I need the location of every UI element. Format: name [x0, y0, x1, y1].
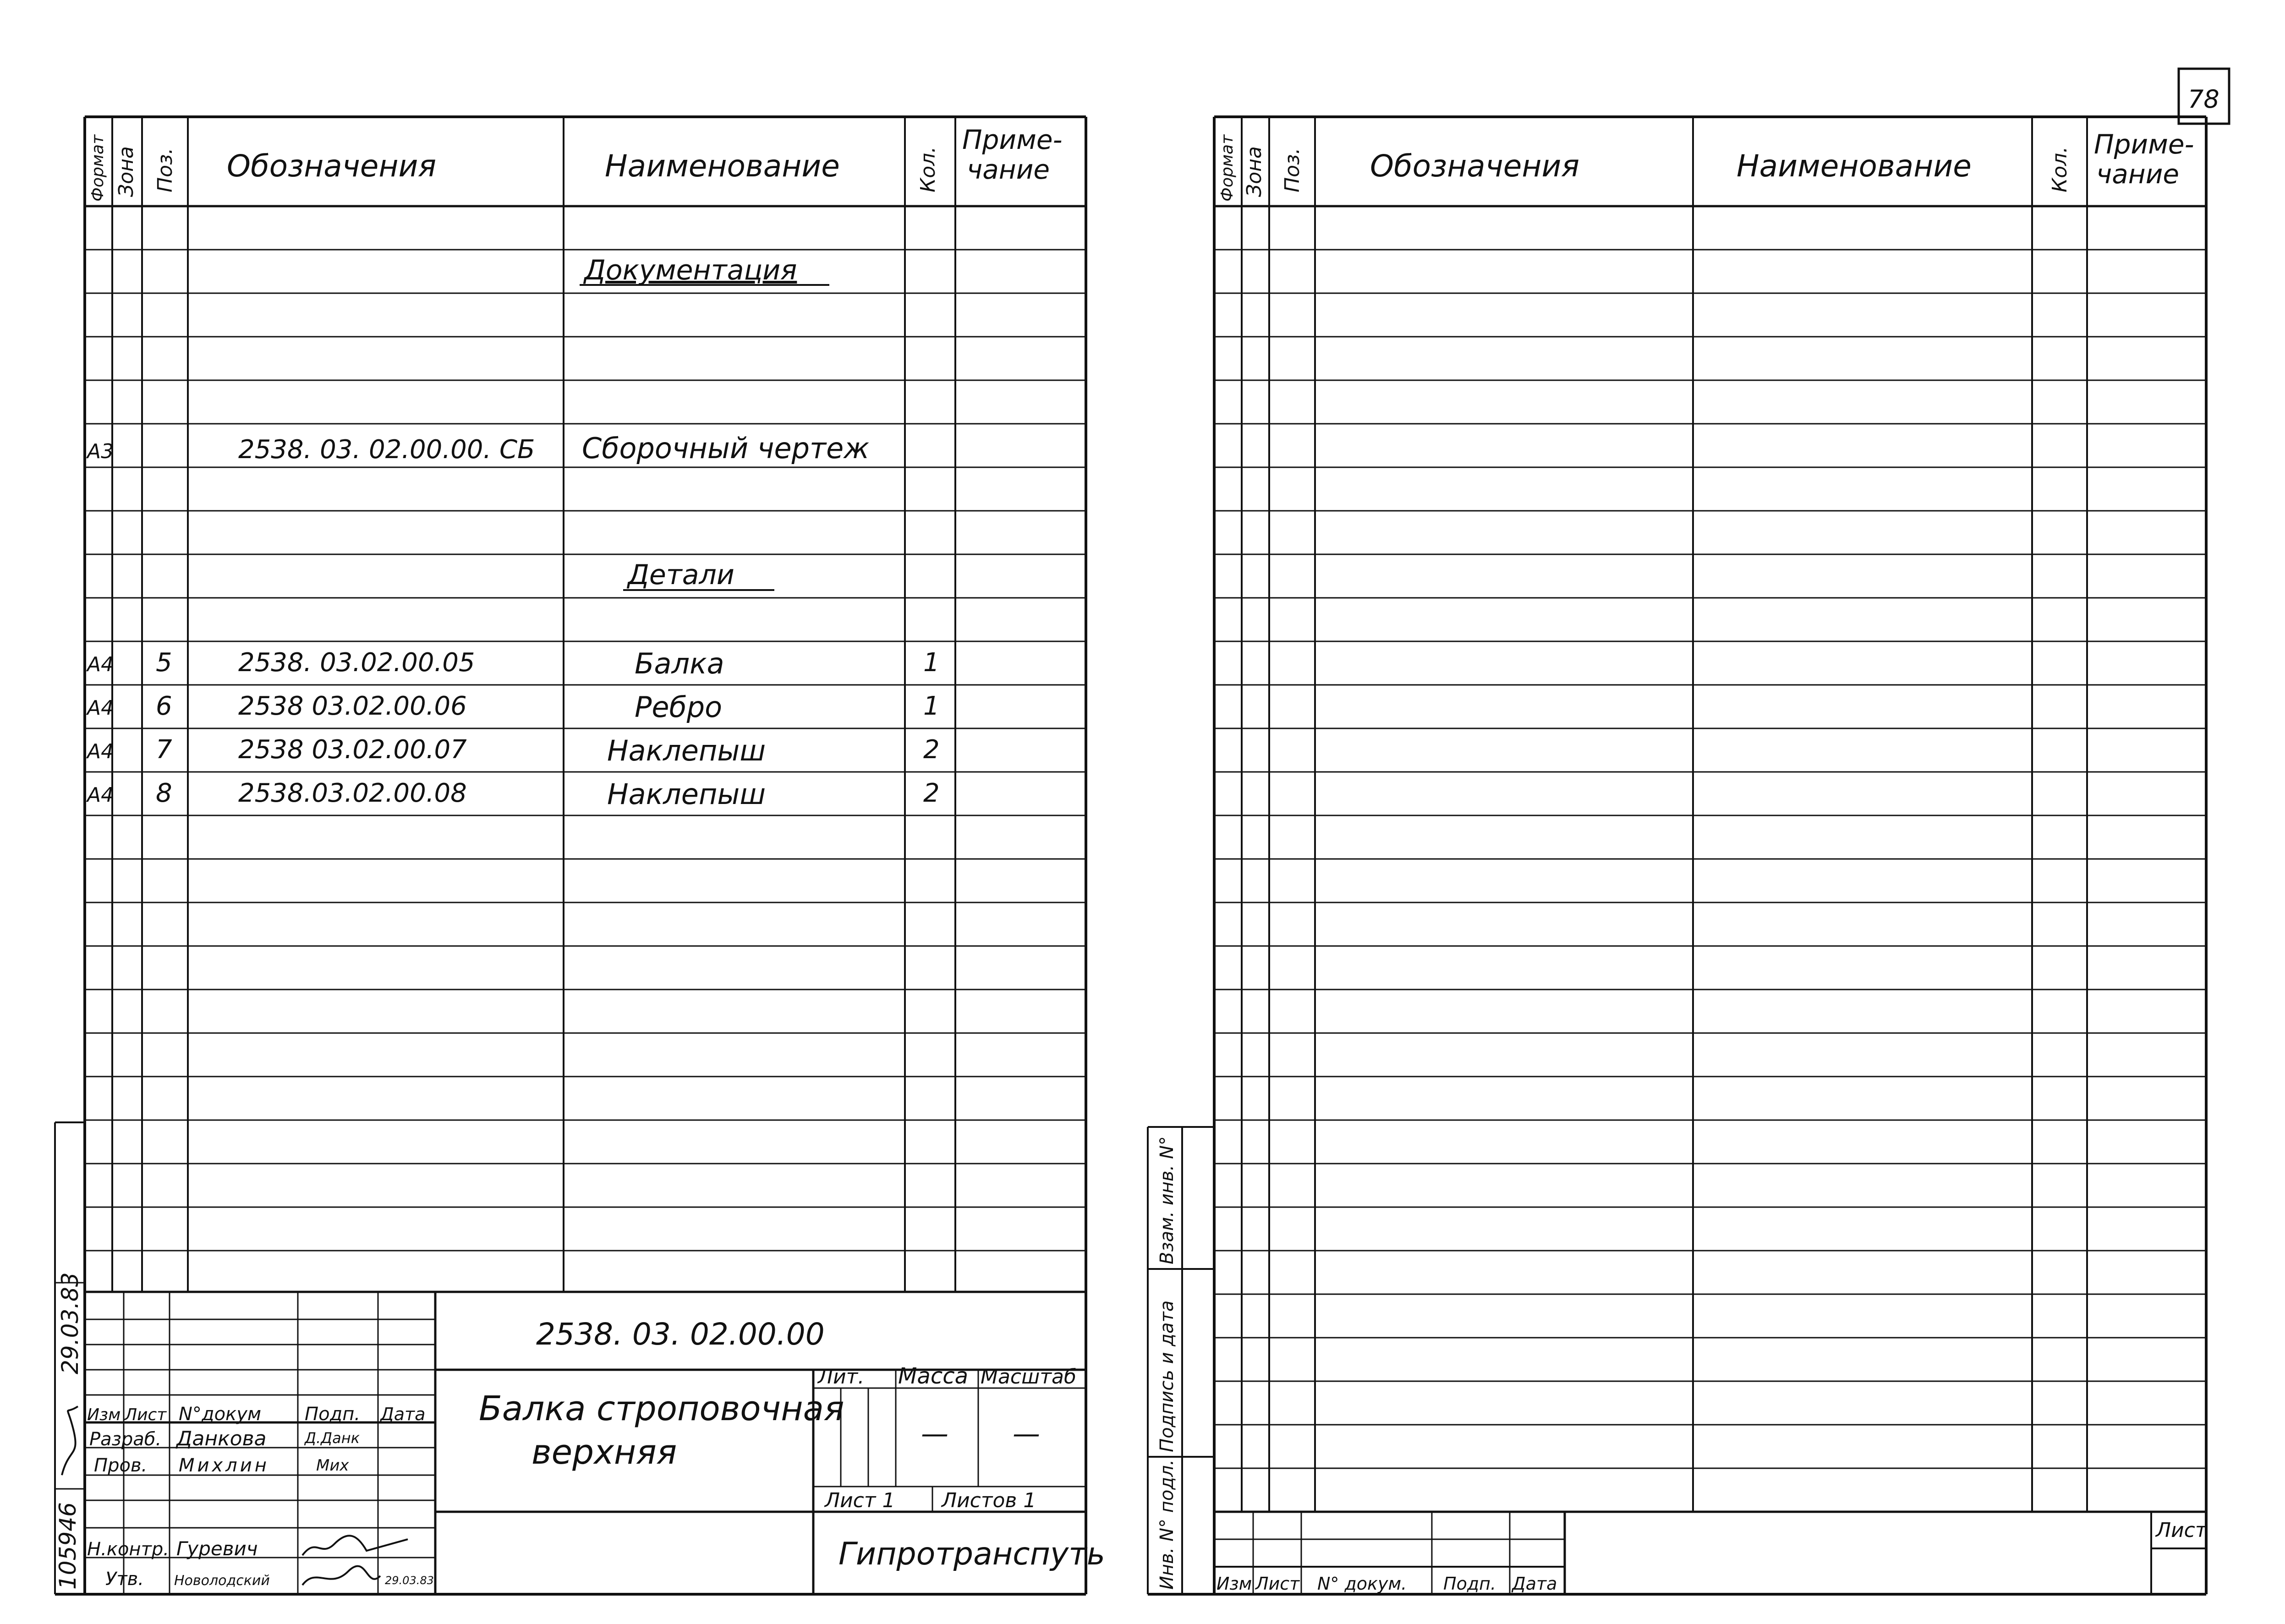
- header-format: Формат: [88, 134, 107, 202]
- row-qty: 1: [923, 691, 940, 721]
- right-row-lines: [1214, 250, 2206, 1468]
- table-row: [86, 734, 940, 767]
- row-name: Сборочный чертеж: [582, 432, 870, 465]
- right-col-data: Дата: [1512, 1574, 1557, 1594]
- right-header-name: Наименование: [1737, 148, 1972, 184]
- name-developer: Данкова: [176, 1427, 267, 1450]
- row-designation: 2538 03.02.00.06: [238, 691, 467, 721]
- inventory-date: 29.03.83: [57, 1272, 83, 1374]
- page-number: 78: [2188, 85, 2219, 114]
- header-note-line2: чание: [967, 154, 1050, 185]
- header-zone: Зона: [115, 146, 138, 197]
- row-pos: 5: [156, 648, 172, 678]
- label-sheets: Листов 1: [942, 1489, 1036, 1512]
- row-name: Балка: [635, 647, 724, 680]
- inventory-number: 105946: [55, 1502, 81, 1590]
- label-sheet: Лист 1: [825, 1489, 895, 1512]
- name-checker: Михлин: [179, 1455, 269, 1476]
- row-format: А4: [87, 653, 114, 676]
- row-qty: 2: [923, 735, 940, 765]
- sign-checker: Мих: [316, 1456, 349, 1475]
- row-pos: 7: [156, 735, 172, 765]
- section-details: Детали: [628, 559, 734, 591]
- right-header-note-line2: чание: [2096, 159, 2180, 190]
- table-row: [86, 777, 940, 811]
- label-masshtab: Масштаб: [981, 1365, 1077, 1389]
- col-data: Дата: [380, 1404, 426, 1424]
- role-norm-control: Н.контр.: [87, 1539, 169, 1560]
- col-list: Лист: [125, 1405, 167, 1424]
- row-designation: 2538.03.02.00.08: [238, 778, 467, 808]
- header-pos: Поз.: [153, 148, 177, 192]
- table-row: [86, 690, 940, 724]
- row-format: А4: [87, 740, 114, 763]
- right-header-qty: Кол.: [2048, 146, 2071, 192]
- right-header-designation: Обозначения: [1370, 148, 1580, 184]
- signature-norm-control: [302, 1536, 408, 1555]
- label-lit: Лит.: [818, 1365, 865, 1389]
- header-designation: Обозначения: [227, 148, 437, 184]
- right-col-ndoc: N° докум.: [1317, 1574, 1407, 1594]
- signature-approver: [302, 1566, 380, 1585]
- right-col-izm: Изм: [1216, 1574, 1252, 1594]
- row-qty: 2: [923, 778, 940, 808]
- title-line2: верхняя: [532, 1433, 677, 1472]
- right-col-podp: Подп.: [1443, 1574, 1496, 1594]
- header-qty: Кол.: [916, 146, 940, 192]
- name-norm-control: Гуревич: [176, 1537, 258, 1560]
- row-designation: 2538 03.02.00.07: [238, 735, 467, 765]
- right-col-list: Лист: [1255, 1574, 1300, 1594]
- header-name: Наименование: [605, 148, 840, 184]
- role-checker: Пров.: [94, 1455, 148, 1476]
- strip-replacement-inventory: Взам. инв. N°: [1156, 1136, 1178, 1264]
- right-specification-sheet: [1148, 69, 2229, 1594]
- col-izm: Изм: [87, 1405, 121, 1424]
- massa-value: —: [921, 1418, 948, 1450]
- name-approver: Новолодский: [174, 1573, 270, 1589]
- left-specification-sheet: [55, 117, 1105, 1594]
- right-header-note-line1: Приме-: [2094, 129, 2194, 160]
- section-documentation: Документация: [584, 254, 797, 286]
- row-format: А3: [87, 440, 114, 463]
- row-name: Наклепыш: [607, 777, 766, 811]
- row-pos: 8: [156, 778, 172, 808]
- inventory-signature: [62, 1406, 78, 1475]
- label-massa: Масса: [898, 1363, 969, 1389]
- sign-developer: Д.Данк: [305, 1429, 360, 1447]
- title-line1: Балка строповочная: [479, 1389, 844, 1428]
- table-row: [86, 432, 869, 465]
- right-header-pos: Поз.: [1281, 148, 1304, 192]
- date-approver: 29.03.83: [385, 1574, 434, 1587]
- col-podp: Подп.: [305, 1404, 361, 1425]
- row-qty: 1: [923, 648, 940, 678]
- organization: Гипротранспуть: [838, 1536, 1105, 1572]
- row-name: Наклепыш: [607, 734, 766, 767]
- header-note-line1: Приме-: [962, 124, 1063, 155]
- right-header-format: Формат: [1218, 134, 1237, 202]
- right-sheet-label: Лист: [2156, 1519, 2207, 1542]
- strip-original-inventory: Инв. N° подл.: [1156, 1459, 1178, 1590]
- row-pos: 6: [156, 691, 172, 721]
- doc-code: 2538. 03. 02.00.00: [536, 1317, 825, 1352]
- right-header-zone: Зона: [1243, 146, 1266, 197]
- role-approver: Утв.: [105, 1569, 144, 1590]
- role-developer: Разраб.: [89, 1429, 162, 1450]
- masshtab-value: —: [1013, 1418, 1040, 1450]
- row-designation: 2538. 03. 02.00.00. СБ: [238, 435, 535, 465]
- row-designation: 2538. 03.02.00.05: [238, 648, 475, 678]
- row-format: А4: [87, 696, 114, 720]
- col-ndoc: N°докум: [179, 1404, 262, 1425]
- row-name: Ребро: [635, 690, 723, 724]
- strip-signature-date: Подпись и дата: [1156, 1300, 1178, 1452]
- row-format: А4: [87, 783, 114, 807]
- table-row: [86, 647, 940, 680]
